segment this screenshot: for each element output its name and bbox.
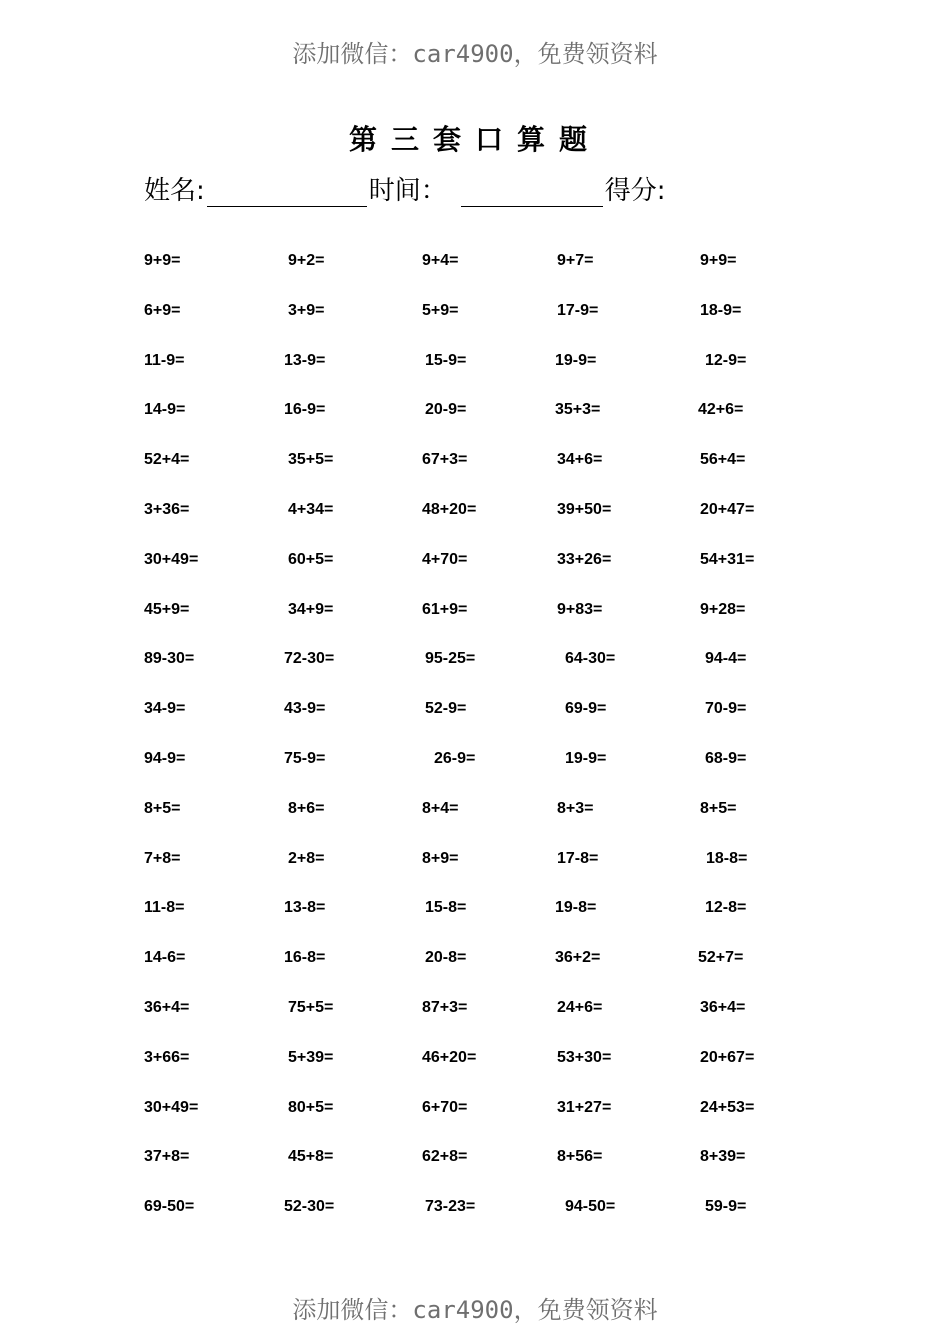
problem-item: 3+9=	[288, 301, 325, 319]
problem-item: 69-50=	[144, 1198, 195, 1216]
problem-row	[0, 899, 950, 949]
problem-item: 9+83=	[557, 600, 603, 618]
problem-item: 94-9=	[144, 749, 186, 767]
problem-item: 15-9=	[425, 351, 467, 369]
problem-row	[0, 1148, 950, 1198]
problem-item: 6+9=	[144, 301, 181, 319]
problem-item: 35+3=	[555, 401, 601, 419]
problem-item: 52+4=	[144, 451, 190, 469]
problem-row	[0, 451, 950, 501]
problem-item: 9+2=	[288, 252, 325, 269]
problem-item: 62+8=	[422, 1148, 468, 1166]
name-label: 姓名:	[144, 176, 205, 206]
problem-item: 8+4=	[422, 799, 459, 817]
problem-item: 39+50=	[557, 500, 612, 518]
problem-item: 75+5=	[288, 998, 334, 1016]
problem-row	[0, 1049, 950, 1099]
problem-item: 20+47=	[700, 500, 755, 518]
problem-grid	[0, 252, 950, 1248]
problem-item: 8+39=	[700, 1148, 746, 1166]
problem-item: 94-50=	[565, 1198, 616, 1216]
problem-item: 19-8=	[555, 899, 597, 917]
problem-item: 42+6=	[698, 401, 744, 419]
problem-item: 75-9=	[284, 749, 326, 767]
problem-row	[0, 650, 950, 700]
problem-item: 4+34=	[288, 500, 334, 518]
problem-item: 73-23=	[425, 1198, 476, 1216]
problem-item: 13-9=	[284, 351, 326, 369]
problem-row	[0, 501, 950, 551]
problem-item: 59-9=	[705, 1198, 747, 1216]
student-info-row	[144, 170, 666, 207]
problem-item: 15-8=	[425, 899, 467, 917]
problem-item: 89-30=	[144, 650, 195, 668]
problem-item: 8+5=	[144, 799, 181, 817]
problem-item: 52-9=	[425, 700, 467, 718]
problem-item: 8+56=	[557, 1148, 603, 1166]
problem-item: 20-8=	[425, 949, 467, 967]
problem-item: 37+8=	[144, 1148, 190, 1166]
problem-item: 46+20=	[422, 1048, 477, 1066]
problem-item: 18-9=	[700, 301, 742, 319]
problem-item: 7+8=	[144, 849, 181, 867]
problem-item: 19-9=	[555, 351, 597, 369]
problem-item: 70-9=	[705, 700, 747, 718]
problem-item: 26-9=	[434, 749, 476, 767]
problem-item: 36+4=	[700, 998, 746, 1016]
problem-item: 34+9=	[288, 600, 334, 618]
problem-item: 48+20=	[422, 500, 477, 518]
problem-item: 36+4=	[144, 998, 190, 1016]
problem-item: 14-6=	[144, 949, 186, 967]
problem-item: 87+3=	[422, 998, 468, 1016]
problem-item: 67+3=	[422, 451, 468, 469]
problem-item: 24+6=	[557, 998, 603, 1016]
problem-item: 8+9=	[422, 849, 459, 867]
problem-item: 60+5=	[288, 550, 334, 568]
problem-item: 16-8=	[284, 949, 326, 967]
watermark-bottom: 添加微信：car4900，免费领资料	[292, 1296, 658, 1324]
problem-item: 12-8=	[705, 899, 747, 917]
problem-item: 30+49=	[144, 1098, 199, 1116]
problem-item: 3+36=	[144, 500, 190, 518]
problem-row	[0, 850, 950, 900]
problem-item: 80+5=	[288, 1098, 334, 1116]
problem-item: 35+5=	[288, 451, 334, 469]
problem-row	[0, 800, 950, 850]
problem-item: 68-9=	[705, 749, 747, 767]
problem-row	[0, 700, 950, 750]
problem-item: 16-9=	[284, 401, 326, 419]
problem-item: 19-9=	[565, 749, 607, 767]
problem-item: 4+70=	[422, 550, 468, 568]
problem-row	[0, 1198, 950, 1248]
problem-row	[0, 750, 950, 800]
problem-item: 24+53=	[700, 1098, 755, 1116]
problem-item: 33+26=	[557, 550, 612, 568]
problem-item: 95-25=	[425, 650, 476, 668]
score-label: 得分:	[604, 176, 666, 206]
problem-item: 30+49=	[144, 550, 199, 568]
problem-item: 64-30=	[565, 650, 616, 668]
problem-item: 31+27=	[557, 1098, 612, 1116]
problem-item: 11-8=	[144, 899, 185, 917]
problem-row	[0, 1099, 950, 1149]
name-blank[interactable]	[207, 178, 367, 207]
problem-item: 34+6=	[557, 451, 603, 469]
problem-item: 52-30=	[284, 1198, 335, 1216]
problem-item: 72-30=	[284, 650, 335, 668]
problem-item: 56+4=	[700, 451, 746, 469]
problem-item: 5+39=	[288, 1048, 334, 1066]
problem-item: 69-9=	[565, 700, 607, 718]
problem-item: 8+5=	[700, 799, 737, 817]
problem-row	[0, 252, 950, 302]
problem-row	[0, 551, 950, 601]
problem-item: 43-9=	[284, 700, 326, 718]
problem-item: 17-9=	[557, 301, 599, 319]
problem-row	[0, 302, 950, 352]
problem-item: 36+2=	[555, 949, 601, 967]
problem-item: 20-9=	[425, 401, 467, 419]
problem-item: 3+66=	[144, 1048, 190, 1066]
problem-row	[0, 949, 950, 999]
problem-item: 2+8=	[288, 849, 325, 867]
problem-item: 9+28=	[700, 600, 746, 618]
problem-item: 8+6=	[288, 799, 325, 817]
time-label: 时间：	[368, 176, 447, 206]
problem-item: 14-9=	[144, 401, 186, 419]
problem-item: 6+70=	[422, 1098, 468, 1116]
problem-item: 61+9=	[422, 600, 468, 618]
problem-item: 94-4=	[705, 650, 747, 668]
time-blank[interactable]	[461, 178, 603, 207]
problem-item: 9+4=	[422, 252, 459, 269]
problem-row	[0, 352, 950, 402]
problem-item: 11-9=	[144, 351, 185, 369]
problem-row	[0, 999, 950, 1049]
worksheet-title: 第三套口算题	[348, 123, 601, 156]
problem-item: 17-8=	[557, 849, 599, 867]
problem-item: 53+30=	[557, 1048, 612, 1066]
problem-item: 45+9=	[144, 600, 190, 618]
problem-item: 5+9=	[422, 301, 459, 319]
problem-item: 9+9=	[144, 252, 181, 269]
problem-item: 9+7=	[557, 252, 594, 269]
problem-item: 8+3=	[557, 799, 594, 817]
problem-item: 45+8=	[288, 1148, 334, 1166]
problem-item: 52+7=	[698, 949, 744, 967]
problem-row	[0, 401, 950, 451]
problem-item: 34-9=	[144, 700, 186, 718]
problem-item: 12-9=	[705, 351, 747, 369]
problem-item: 13-8=	[284, 899, 326, 917]
problem-item: 20+67=	[700, 1048, 755, 1066]
problem-item: 54+31=	[700, 550, 755, 568]
watermark-top: 添加微信：car4900，免费领资料	[292, 40, 658, 68]
problem-item: 9+9=	[700, 252, 737, 269]
problem-row	[0, 601, 950, 651]
problem-item: 18-8=	[706, 849, 748, 867]
